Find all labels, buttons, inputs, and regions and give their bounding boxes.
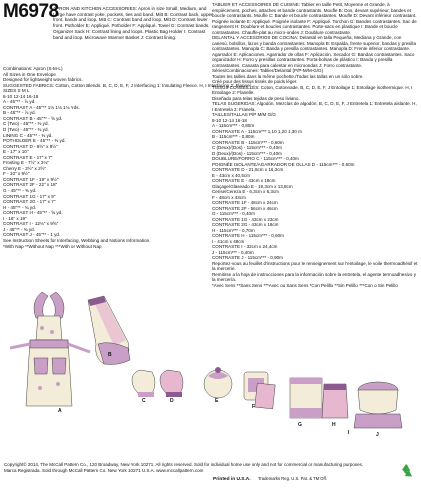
fabric-req-line: D (Two) - 45"** - ⅜ yd. <box>3 127 49 133</box>
printed-in <box>213 476 327 482</box>
fabric-req-line: *With Nap **Without Nap ***With or Without Nap <box>3 243 102 249</box>
fabric-req-fr-es-line: TABLIER ET ACCESSOIRES DE CUISINE: Tablier en taille Petit, Moyenne et Grande, à empiècement, poches, attaches et bande contrastants. Moufle B: Dos, devant supérieur, bandes et boucle contrastants. Moufle C: Bande et boucle contrastantes. Moufle D: Devant inférieur contrastant. Poignée isolante E: Appliqué. Poignée isolante F: Appliqué. Torchon G: Bandes contrastantes. Sac de rangement H: Doublure et boucles contrastantes. Porte-sacs en plastique I: Bande et boucle contrastantes. Chauffe-plat au micro-ondes J: Doublure contrastante. <box>212 2 417 35</box>
fabric-req-fr-es-line: Diseñado para telas tejidas de peso liviano. <box>212 95 300 101</box>
fabric-req-fr-es-line: H - 115cm*** - 0,70m <box>212 227 255 233</box>
fabric-req-fr-es-line: CONTRASTE E - 43cm x 18cm <box>212 178 276 183</box>
fabric-req-line: CONTRAST 1G - 17" x 9" <box>3 193 56 199</box>
figure-label-c: C <box>142 398 146 404</box>
fabric-req-line: C (Two) - 45"** - ⅜ yd. <box>3 121 49 127</box>
fabric-req-line: CONTRAST 2F - 22" x 18" <box>3 182 58 188</box>
fabric-req-fr-es-line: CONTRASTE 2F - 56cm x 46cm <box>212 205 278 211</box>
fabric-req-line: CONTRAST I - 12⅛" x 9⅝" <box>3 221 59 227</box>
fabric-req-fr-es-line: DOUBLURE/FORRO C - 115cm*** - 0,40m <box>212 156 299 161</box>
fabric-req-fr-es-line: F - 48cm x 43cm <box>212 194 246 200</box>
fabric-req-line: J - 45"** - ⅜ yd. <box>3 226 36 232</box>
fabric-req-line: CONTRAST E - 17" x 7" <box>3 154 53 160</box>
fabric-req-fr-es-line: CONTRASTE 1F - 48cm x 24cm <box>212 200 278 205</box>
fabric-req-line: CONTRAST 1F - 19" x 9½" <box>3 176 59 182</box>
fabric-req-line: I - 16" x 19" <box>3 215 27 221</box>
fabric-req-fr-es-line: Créé pour des tissus tissés de poids léger. <box>212 79 298 84</box>
fabric-req-line: LINING C - 45"** - ⅜ yd. <box>3 132 53 138</box>
fabric-req-fr-es-line: TELAS SUGERIDAS: Algodón, Mezclas de algodón. B, C, D, E, F, J Entretela 1: Entretela aislante. H, I Entretela 2: Franela. <box>212 101 417 112</box>
fabric-req-line: CONTRAST B - 45"** - ⅝ yd. <box>3 115 63 121</box>
fabric-req-line: Frosting E - 7½" x 3⅛" <box>3 160 49 166</box>
warmer-basket-illustration <box>354 382 402 428</box>
fabric-req-line: CONTRAST A - 45"** 1⅛ 1⅛ 1⅛ Yds. <box>3 104 80 110</box>
copyright-text: Copyright© 2014, The McCall Pattern Co., 120 Broadway, New York 10271. All rights reserved. Sold for individual home use only and not for commercial or manufacturing purposes. <box>4 462 364 467</box>
figure-label-e: E <box>215 398 219 404</box>
fabric-req-fr-es-line: *Avec Sens **Sans Sens ***Avec ou Sans Sens *Con Pelillo **Sin Pelillo ***Con o Sin Pelillo <box>212 282 398 288</box>
figure-label-i: I <box>348 430 350 436</box>
figure-label-d: D <box>170 398 174 404</box>
fabric-req-fr-es-line: Séries/Combinaciones: Tablier/Delantal (P/P-M/M-G/G) <box>212 68 324 73</box>
fabric-req-fr-es-line: CONTRASTE B - 115cm*** - 0,60m <box>212 139 284 145</box>
fabric-req-fr-es-line: C (Deux)/(Dos) - 115cm*** - 0,40m <box>212 145 282 150</box>
fabric-req-line: All Sizes in One Envelope <box>3 71 56 77</box>
fabric-req-line: SUGGESTED FABRICS: Cotton, Cotton Blends. B, C, D, E, F, J Interfacing 1: Insulating Fleece. H, I Interfacing 2: Flannel. <box>3 82 252 88</box>
fabric-req-line: F - 10" x 9½" <box>3 171 30 177</box>
fabric-req-fr-es-line: I - 41cm x 48cm <box>212 238 245 244</box>
fabric-req-line: Combinations: Apron (S-M-L) <box>3 66 63 71</box>
figure-label-j: J <box>376 432 379 438</box>
intro-english: APRON AND KITCHEN ACCESSORIES: Apron in size Small, Medium, and Large have contrast yoke, pockets, ties and band. Mitt B: Contrast back, upper front, bands and loop. Mitt C: Contrast band and loop. Mitt D: Contrast lower front. Potholder E: Appliqué. Potholder F: Appliqué. Towel G: Contrast bands. Organizer Sack H: Contrast lining and loops. Plastic Bag Holder I: Contrast band and loop. Microwave Warmer Basket J: Contrast lining. <box>53 6 213 40</box>
figure-label-h: H <box>332 422 336 428</box>
fabric-req-fr-es-line: Reportez-vous au feuillet d'instructions pour le renseignement sur l'entoilage, le voile thermoadhésif et la mercerie. <box>212 260 418 271</box>
fabric-req-line: POTHOLDER E - 45"** - ⅜ yd. <box>3 138 66 144</box>
figure-label-f: F <box>252 404 256 410</box>
fabric-req-fr-es-line: D (Deux)/(Dos) - 115cm*** - 0,40m <box>212 150 282 156</box>
fabric-req-line: CONTRAST J - 45"** - 1 yd. <box>3 232 61 238</box>
figure-label-g: G <box>298 422 302 428</box>
fabric-req-line: CONTRAST H - 45"** - ⅝ yd. <box>3 210 63 216</box>
fabric-req-fr-es-line: POIGNÉE ISOLANTE/AGARRADOR DE OLLAS D - 115cm*** - 0,60m <box>212 161 355 167</box>
pattern-number: M6978 <box>3 1 59 22</box>
fabric-req-fr-es-line: Glaçage/Glaseado E - 19,3cm x 13,8cm <box>212 183 293 189</box>
fabric-req-fr-es-line: 8-10 12-14 16-18 <box>212 117 247 123</box>
fabric-req-fr-es-line: CONTRASTE I - 32cm x 24,4cm <box>212 244 278 249</box>
fabric-req-fr-es-line: A - 115cm*** - 0,80m <box>212 123 255 128</box>
fabric-req-fr-es-line: DELANTAL Y ACCESORIOS DE COCINA: Delantal en talla Pequeña, Mediana y Grande, con canesú, bolsillos, lazos y banda contrastantes. Manopla B: Espalda, frente superior, bandas y presilla contrastantes. Manopla C: Banda y presilla contrastantes. Manopla D: Frente inferior contrastante. Agarrador E: Aplicaciones. Agarrador de ollas F: Aplicación. Secador G: Bandas contrastantes. Saco organizador H: Forro y presillas contrastantes. Porta-bolsas de plástico I: Banda y presilla contrastantes. Canasta para calentar en microondas J: Forro contrastante. <box>212 35 416 68</box>
marca-text: Marca Registrada. Sold through McCall Pattern Co. New York 10271 U.S.A. www.mccallpattern.com <box>4 468 204 473</box>
fabric-req-fr-es-line: CONTRASTE 1G - 43cm x 23cm <box>212 216 279 222</box>
small-mitts-illustration <box>132 370 183 397</box>
fabric-req-line: SIZES S M L <box>3 88 30 94</box>
fabric-req-line: Designed for lightweight woven fabrics. <box>3 77 83 83</box>
fabric-req-line: 8-10 12-14 16-18 <box>3 93 39 99</box>
figure-label-b: B <box>108 352 112 358</box>
fabric-req-fr-es-line: TISSUS CONSEILLÉS: Coton, Cotonnade. B, C, D, E, F, J Entoilage 1: Entoilage isothermique. H, I Entoilage 2: Flanelle. <box>212 84 413 95</box>
fabric-req-line: E - 17" x 10" <box>3 149 29 155</box>
printed-text: Printed in U.S.A. <box>213 477 251 482</box>
towel-illustration <box>290 378 322 418</box>
trademarks-text: Trademarks Reg. U.S. Pat. & TM Off. <box>257 476 327 481</box>
fabric-req-line: A - 45"** - ⅞ yd. <box>3 99 36 105</box>
right-column <box>212 2 418 288</box>
fabric-req-fr-es-line: CONTRASTE D - 21,8cm x 16,3cm <box>212 167 284 172</box>
fabric-req-line: Cherry E - 2½" x 2½" <box>3 165 47 171</box>
apron-illustration <box>10 292 90 406</box>
fabric-req-line: G - 45"** - ⅜ yd. <box>3 188 37 194</box>
fabric-req-fr-es-line: Toutes les tailles dans la même pochette./Todas las tallas en un sólo sobre. <box>212 73 364 79</box>
fabric-req-line: See Instruction Sheets for Interfacing, Webbing and Notions Information. <box>3 237 151 243</box>
figure-label-a: A <box>58 408 62 414</box>
fabric-req-fr-es-line: B - 115cm*** - 0,80m <box>212 134 255 139</box>
fabric-req-fr-es-line: G - 115cm*** - 0,40m <box>212 211 255 216</box>
fabric-req-line: CONTRAST D - 8½" x 8½" <box>3 143 58 149</box>
organizer-sack-illustration <box>322 384 348 418</box>
fabric-req-line: CONTRAST 2G - 17" x 7" <box>3 199 56 205</box>
fabric-req-fr-es-line: Cerise/Cereza E - 6,3cm x 6,3cm <box>212 189 279 194</box>
fabric-req-fr-es-line: CONTRASTE A - 115cm*** 1,10 1,20 1,30 m <box>212 128 302 134</box>
fabric-req-fr-es-line: Remitirse a la hoja de instrucciones para la información sobre la entretela, el agente termoadhesivo y la mercería. <box>212 271 416 282</box>
footer <box>4 462 364 474</box>
left-column <box>3 1 213 40</box>
recycle-icon <box>396 462 416 482</box>
fabric-req-fr-es-line: CONTRASTE J - 115cm*** - 0,90m <box>212 255 283 260</box>
fabric-req-fr-es-line: CONTRASTE 2G - 43cm x 18cm <box>212 222 279 227</box>
fabric-req-fr-es-line: J - 115cm*** - 0,40m <box>212 249 254 255</box>
fabric-req-line: B - 45"** - ⅞ yd. <box>3 110 36 116</box>
fabric-req-fr-es-line: TAILLES/TALLAS P/P M/M G/G <box>212 112 276 117</box>
fabric-req-fr-es-line: CONTRASTE H - 115cm*** - 0,60m <box>212 233 284 238</box>
illustration-area <box>0 288 421 433</box>
fabric-req-fr-es-line: E - 43cm x 40,5cm <box>212 172 250 178</box>
fabric-req-line: H - 45"** - ¾ yd. <box>3 204 37 210</box>
